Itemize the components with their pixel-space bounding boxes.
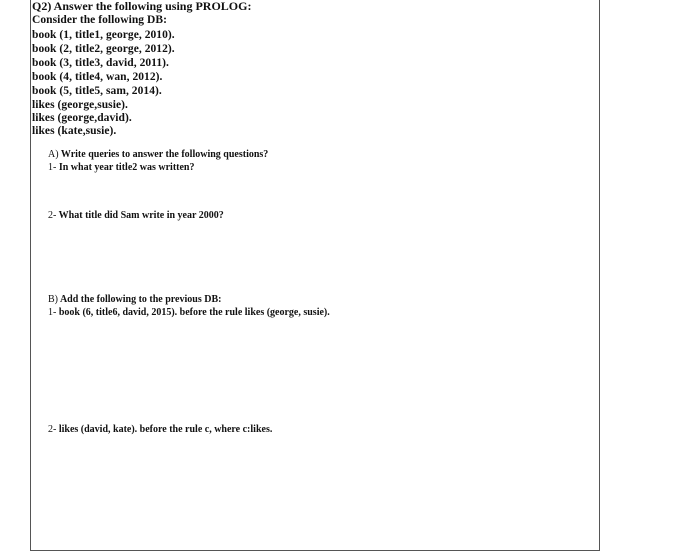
db-fact: book (3, title3, david, 2011).	[32, 57, 169, 69]
part-a-heading: Write queries to answer the following questions?	[60, 149, 269, 160]
part-a-heading-line	[48, 150, 268, 160]
db-fact: book (5, title5, sam, 2014).	[32, 85, 162, 97]
part-b-item-2	[48, 425, 272, 435]
item-number: 1-	[48, 307, 57, 318]
item-text: book (6, title6, david, 2015). before the rule likes (george, susie).	[58, 307, 330, 318]
part-b-heading-line	[48, 295, 221, 305]
db-fact: book (4, title4, wan, 2012).	[32, 71, 163, 83]
db-fact: likes (kate,susie).	[32, 125, 117, 137]
db-intro: Consider the following DB:	[32, 14, 167, 26]
item-text: What title did Sam write in year 2000?	[58, 210, 224, 221]
item-number: 1-	[48, 162, 57, 173]
part-b-marker: B)	[48, 294, 58, 305]
db-fact: book (2, title2, george, 2012).	[32, 43, 175, 55]
question-title: Q2) Answer the following using PROLOG:	[32, 0, 252, 13]
db-fact: likes (george,david).	[32, 112, 132, 124]
db-fact: likes (george,susie).	[32, 99, 128, 111]
db-fact: book (1, title1, george, 2010).	[32, 29, 175, 41]
part-a-marker: A)	[48, 149, 59, 160]
item-number: 2-	[48, 210, 57, 221]
item-text: In what year title2 was written?	[58, 162, 195, 173]
part-a-item-1	[48, 163, 194, 173]
part-b-item-1	[48, 308, 330, 318]
item-number: 2-	[48, 424, 57, 435]
part-b-heading: Add the following to the previous DB:	[59, 294, 222, 305]
item-text: likes (david, kate). before the rule c, where c:likes.	[58, 424, 273, 435]
part-a-item-2	[48, 211, 224, 221]
